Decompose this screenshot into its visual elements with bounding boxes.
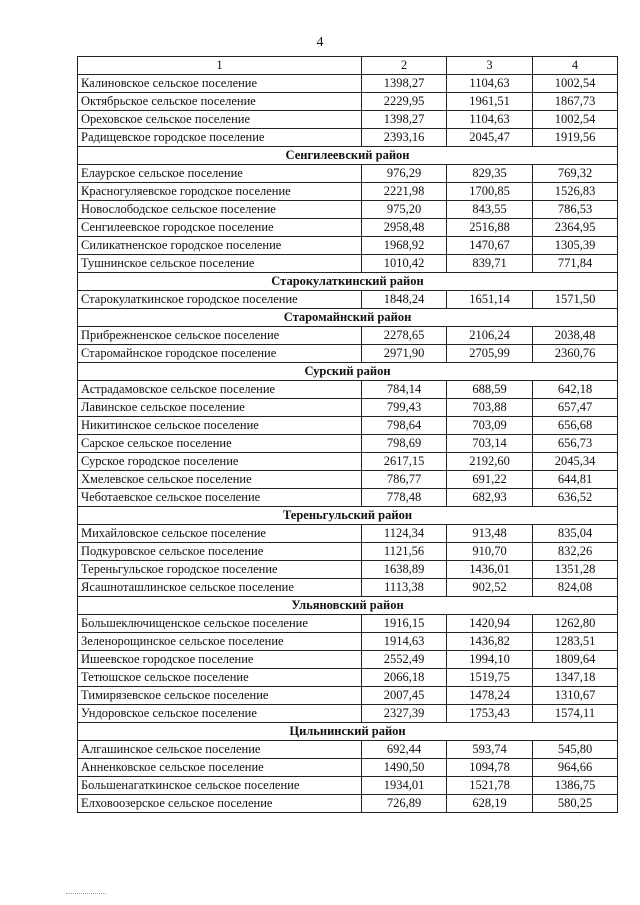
table-row bbox=[78, 255, 618, 273]
settlement-name: Ундоровское сельское поселение bbox=[78, 705, 362, 723]
settlement-name: Тетюшское сельское поселение bbox=[78, 669, 362, 687]
value-col-2: 976,29 bbox=[362, 165, 447, 183]
district-heading: Старомайнский район bbox=[78, 309, 618, 327]
value-col-3: 1651,14 bbox=[447, 291, 533, 309]
table-row bbox=[78, 111, 618, 129]
table-row bbox=[78, 633, 618, 651]
settlement-name: Большеключищенское сельское поселение bbox=[78, 615, 362, 633]
value-col-2: 2552,49 bbox=[362, 651, 447, 669]
settlement-name: Прибрежненское сельское поселение bbox=[78, 327, 362, 345]
settlement-name: Тимирязевское сельское поселение bbox=[78, 687, 362, 705]
district-row bbox=[78, 507, 618, 525]
value-col-2: 2958,48 bbox=[362, 219, 447, 237]
settlement-name: Сурское городское поселение bbox=[78, 453, 362, 471]
value-col-4: 2038,48 bbox=[533, 327, 618, 345]
header-row bbox=[78, 57, 618, 75]
table-row bbox=[78, 687, 618, 705]
value-col-4: 1283,51 bbox=[533, 633, 618, 651]
value-col-4: 656,73 bbox=[533, 435, 618, 453]
settlement-name: Большенагаткинское сельское поселение bbox=[78, 777, 362, 795]
table-row bbox=[78, 543, 618, 561]
value-col-2: 1490,50 bbox=[362, 759, 447, 777]
value-col-2: 2229,95 bbox=[362, 93, 447, 111]
district-heading: Ульяновский район bbox=[78, 597, 618, 615]
settlement-name: Новослободское сельское поселение bbox=[78, 201, 362, 219]
value-col-2: 2617,15 bbox=[362, 453, 447, 471]
value-col-3: 1521,78 bbox=[447, 777, 533, 795]
district-row bbox=[78, 273, 618, 291]
value-col-4: 769,32 bbox=[533, 165, 618, 183]
value-col-3: 1104,63 bbox=[447, 111, 533, 129]
value-col-2: 2971,90 bbox=[362, 345, 447, 363]
value-col-2: 2066,18 bbox=[362, 669, 447, 687]
settlement-name: Ясашноташлинское сельское поселение bbox=[78, 579, 362, 597]
value-col-2: 1398,27 bbox=[362, 111, 447, 129]
settlement-name: Старомайнское городское поселение bbox=[78, 345, 362, 363]
value-col-4: 642,18 bbox=[533, 381, 618, 399]
value-col-4: 964,66 bbox=[533, 759, 618, 777]
column-header-2: 2 bbox=[362, 57, 447, 75]
value-col-3: 1436,01 bbox=[447, 561, 533, 579]
table-row bbox=[78, 705, 618, 723]
table-row bbox=[78, 615, 618, 633]
value-col-3: 593,74 bbox=[447, 741, 533, 759]
district-row bbox=[78, 723, 618, 741]
value-col-3: 2192,60 bbox=[447, 453, 533, 471]
value-col-2: 692,44 bbox=[362, 741, 447, 759]
settlements-table bbox=[77, 56, 618, 813]
table-row bbox=[78, 579, 618, 597]
settlement-name: Чеботаевское сельское поселение bbox=[78, 489, 362, 507]
column-header-1: 1 bbox=[78, 57, 362, 75]
value-col-2: 1113,38 bbox=[362, 579, 447, 597]
settlement-name: Никитинское сельское поселение bbox=[78, 417, 362, 435]
value-col-3: 2045,47 bbox=[447, 129, 533, 147]
table-row bbox=[78, 93, 618, 111]
page-number: 4 bbox=[316, 35, 324, 50]
value-col-2: 2327,39 bbox=[362, 705, 447, 723]
settlement-name: Хмелевское сельское поселение bbox=[78, 471, 362, 489]
value-col-3: 839,71 bbox=[447, 255, 533, 273]
value-col-3: 1478,24 bbox=[447, 687, 533, 705]
value-col-3: 1104,63 bbox=[447, 75, 533, 93]
value-col-4: 1809,64 bbox=[533, 651, 618, 669]
value-col-4: 2045,34 bbox=[533, 453, 618, 471]
settlement-name: Тереньгульское городское поселение bbox=[78, 561, 362, 579]
table-row bbox=[78, 669, 618, 687]
value-col-3: 1753,43 bbox=[447, 705, 533, 723]
settlement-name: Елаурское сельское поселение bbox=[78, 165, 362, 183]
value-col-2: 1916,15 bbox=[362, 615, 447, 633]
value-col-3: 703,88 bbox=[447, 399, 533, 417]
table-row bbox=[78, 381, 618, 399]
value-col-2: 786,77 bbox=[362, 471, 447, 489]
value-col-2: 2007,45 bbox=[362, 687, 447, 705]
value-col-4: 1002,54 bbox=[533, 111, 618, 129]
settlement-name: Елховоозерское сельское поселение bbox=[78, 795, 362, 813]
settlement-name: Подкуровское сельское поселение bbox=[78, 543, 362, 561]
value-col-4: 1867,73 bbox=[533, 93, 618, 111]
value-col-3: 1519,75 bbox=[447, 669, 533, 687]
value-col-4: 1305,39 bbox=[533, 237, 618, 255]
value-col-2: 726,89 bbox=[362, 795, 447, 813]
district-heading: Сурский район bbox=[78, 363, 618, 381]
value-col-2: 2278,65 bbox=[362, 327, 447, 345]
value-col-4: 1571,50 bbox=[533, 291, 618, 309]
table-row bbox=[78, 165, 618, 183]
settlement-name: Сенгилеевское городское поселение bbox=[78, 219, 362, 237]
value-col-3: 1700,85 bbox=[447, 183, 533, 201]
value-col-3: 910,70 bbox=[447, 543, 533, 561]
value-col-3: 843,55 bbox=[447, 201, 533, 219]
settlement-name: Тушнинское сельское поселение bbox=[78, 255, 362, 273]
value-col-2: 784,14 bbox=[362, 381, 447, 399]
district-heading: Цильнинский район bbox=[78, 723, 618, 741]
settlement-name: Ишеевское городское поселение bbox=[78, 651, 362, 669]
settlement-name: Силикатненское городское поселение bbox=[78, 237, 362, 255]
table-row bbox=[78, 525, 618, 543]
table-row bbox=[78, 291, 618, 309]
value-col-2: 1968,92 bbox=[362, 237, 447, 255]
value-col-3: 1420,94 bbox=[447, 615, 533, 633]
value-col-3: 1470,67 bbox=[447, 237, 533, 255]
value-col-2: 1934,01 bbox=[362, 777, 447, 795]
district-row bbox=[78, 597, 618, 615]
value-col-2: 1914,63 bbox=[362, 633, 447, 651]
table-row bbox=[78, 417, 618, 435]
value-col-4: 2360,76 bbox=[533, 345, 618, 363]
value-col-4: 636,52 bbox=[533, 489, 618, 507]
district-row bbox=[78, 309, 618, 327]
value-col-4: 1262,80 bbox=[533, 615, 618, 633]
value-col-3: 2106,24 bbox=[447, 327, 533, 345]
value-col-4: 644,81 bbox=[533, 471, 618, 489]
value-col-2: 2221,98 bbox=[362, 183, 447, 201]
value-col-2: 1124,34 bbox=[362, 525, 447, 543]
settlement-name: Калиновское сельское поселение bbox=[78, 75, 362, 93]
value-col-4: 1002,54 bbox=[533, 75, 618, 93]
value-col-3: 628,19 bbox=[447, 795, 533, 813]
value-col-4: 545,80 bbox=[533, 741, 618, 759]
table-row bbox=[78, 777, 618, 795]
table-row bbox=[78, 327, 618, 345]
table-row bbox=[78, 237, 618, 255]
settlement-name: Ореховское сельское поселение bbox=[78, 111, 362, 129]
table-row bbox=[78, 201, 618, 219]
value-col-2: 798,64 bbox=[362, 417, 447, 435]
value-col-4: 832,26 bbox=[533, 543, 618, 561]
value-col-3: 1094,78 bbox=[447, 759, 533, 777]
value-col-4: 1526,83 bbox=[533, 183, 618, 201]
value-col-4: 657,47 bbox=[533, 399, 618, 417]
settlement-name: Сарское сельское поселение bbox=[78, 435, 362, 453]
value-col-3: 2516,88 bbox=[447, 219, 533, 237]
value-col-3: 1436,82 bbox=[447, 633, 533, 651]
district-row bbox=[78, 147, 618, 165]
value-col-2: 2393,16 bbox=[362, 129, 447, 147]
district-heading: Тереньгульский район bbox=[78, 507, 618, 525]
value-col-4: 656,68 bbox=[533, 417, 618, 435]
table-row bbox=[78, 489, 618, 507]
table-row bbox=[78, 471, 618, 489]
value-col-4: 771,84 bbox=[533, 255, 618, 273]
table-row bbox=[78, 345, 618, 363]
value-col-3: 703,14 bbox=[447, 435, 533, 453]
value-col-3: 829,35 bbox=[447, 165, 533, 183]
settlement-name: Зеленорощинское сельское поселение bbox=[78, 633, 362, 651]
table-row bbox=[78, 75, 618, 93]
value-col-2: 1638,89 bbox=[362, 561, 447, 579]
value-col-3: 691,22 bbox=[447, 471, 533, 489]
value-col-4: 1386,75 bbox=[533, 777, 618, 795]
value-col-2: 975,20 bbox=[362, 201, 447, 219]
table-row bbox=[78, 759, 618, 777]
value-col-4: 835,04 bbox=[533, 525, 618, 543]
value-col-3: 902,52 bbox=[447, 579, 533, 597]
table-body bbox=[78, 57, 618, 813]
settlement-name: Алгашинское сельское поселение bbox=[78, 741, 362, 759]
table-row bbox=[78, 453, 618, 471]
value-col-2: 1121,56 bbox=[362, 543, 447, 561]
footer-mark bbox=[66, 893, 106, 894]
settlement-name: Октябрьское сельское поселение bbox=[78, 93, 362, 111]
table-row bbox=[78, 741, 618, 759]
value-col-4: 786,53 bbox=[533, 201, 618, 219]
settlement-name: Анненковское сельское поселение bbox=[78, 759, 362, 777]
settlement-name: Радищевское городское поселение bbox=[78, 129, 362, 147]
settlement-name: Астрадамовское сельское поселение bbox=[78, 381, 362, 399]
table-row bbox=[78, 399, 618, 417]
value-col-3: 1961,51 bbox=[447, 93, 533, 111]
value-col-3: 703,09 bbox=[447, 417, 533, 435]
table-row bbox=[78, 561, 618, 579]
table-row bbox=[78, 795, 618, 813]
district-heading: Сенгилеевский район bbox=[78, 147, 618, 165]
table-row bbox=[78, 183, 618, 201]
table-row bbox=[78, 651, 618, 669]
value-col-2: 799,43 bbox=[362, 399, 447, 417]
value-col-4: 824,08 bbox=[533, 579, 618, 597]
value-col-2: 1848,24 bbox=[362, 291, 447, 309]
district-heading: Старокулаткинский район bbox=[78, 273, 618, 291]
value-col-4: 1919,56 bbox=[533, 129, 618, 147]
value-col-3: 688,59 bbox=[447, 381, 533, 399]
settlement-name: Красногуляевское городское поселение bbox=[78, 183, 362, 201]
value-col-3: 2705,99 bbox=[447, 345, 533, 363]
table-row bbox=[78, 219, 618, 237]
table-row bbox=[78, 435, 618, 453]
value-col-4: 580,25 bbox=[533, 795, 618, 813]
settlement-name: Старокулаткинское городское поселение bbox=[78, 291, 362, 309]
settlement-name: Михайловское сельское поселение bbox=[78, 525, 362, 543]
value-col-4: 1574,11 bbox=[533, 705, 618, 723]
settlement-name: Лавинское сельское поселение bbox=[78, 399, 362, 417]
value-col-2: 1398,27 bbox=[362, 75, 447, 93]
value-col-3: 682,93 bbox=[447, 489, 533, 507]
value-col-3: 913,48 bbox=[447, 525, 533, 543]
value-col-4: 2364,95 bbox=[533, 219, 618, 237]
district-row bbox=[78, 363, 618, 381]
value-col-2: 778,48 bbox=[362, 489, 447, 507]
value-col-2: 798,69 bbox=[362, 435, 447, 453]
column-header-3: 3 bbox=[447, 57, 533, 75]
column-header-4: 4 bbox=[533, 57, 618, 75]
table-row bbox=[78, 129, 618, 147]
value-col-4: 1351,28 bbox=[533, 561, 618, 579]
value-col-2: 1010,42 bbox=[362, 255, 447, 273]
value-col-3: 1994,10 bbox=[447, 651, 533, 669]
value-col-4: 1310,67 bbox=[533, 687, 618, 705]
value-col-4: 1347,18 bbox=[533, 669, 618, 687]
